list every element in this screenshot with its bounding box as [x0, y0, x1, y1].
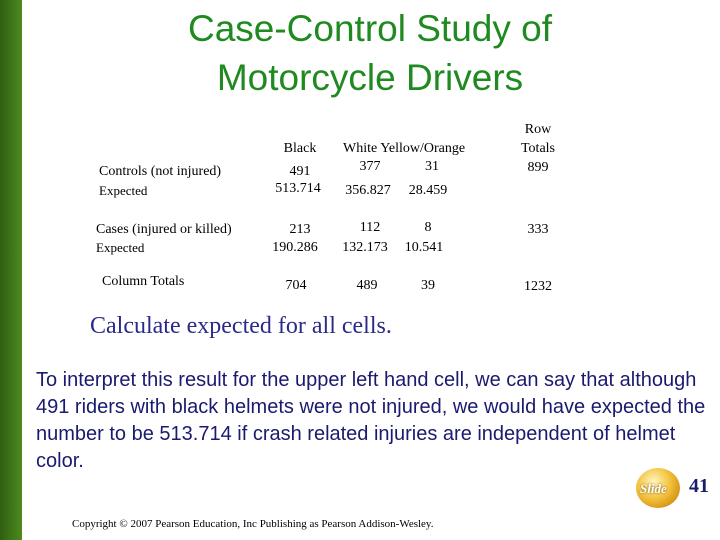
- row-expected-label-controls: Expected: [99, 183, 148, 198]
- cell-cases-white: 112: [359, 220, 381, 235]
- cell-cases-yellow-expected: 10.541: [404, 240, 444, 255]
- cell-total-yellow: 39: [421, 278, 435, 293]
- cell-controls-white: 377: [359, 159, 381, 174]
- header-white-yellow: White Yellow/Orange: [343, 141, 466, 156]
- row-label-column-totals: Column Totals: [102, 274, 185, 289]
- slide-title: [120, 4, 620, 102]
- header-black: Black: [283, 141, 317, 156]
- cell-cases-black: 213: [289, 222, 311, 237]
- instruction-text: Calculate expected for all cells.: [90, 313, 392, 339]
- row-label-controls: Controls (not injured): [99, 164, 222, 179]
- row-expected-label-cases: Expected: [96, 240, 145, 255]
- cell-controls-black-expected: 513.714: [275, 181, 321, 196]
- interpretation-paragraph: To interpret this result for the upper left hand cell, we can say that although 491 riders with black helmets were not injured, we would have expected the number to be 513.714 if crash related injuries are independent of helmet color.: [36, 369, 706, 472]
- cell-total-white: 489: [356, 278, 378, 293]
- cell-controls-total: 899: [527, 160, 549, 175]
- row-label-cases: Cases (injured or killed): [96, 222, 232, 237]
- cell-total-black: 704: [285, 278, 307, 293]
- header-row-totals-1: Row: [524, 122, 552, 137]
- cell-controls-white-expected: 356.827: [345, 183, 391, 198]
- header-row-totals-2: Totals: [520, 141, 555, 156]
- slide-label: Slide: [640, 481, 667, 496]
- slide-number: 41: [689, 475, 709, 497]
- cell-cases-yellow: 8: [424, 220, 432, 235]
- cell-cases-total: 333: [527, 222, 549, 237]
- left-accent-bar: [0, 0, 22, 540]
- cell-cases-white-expected: 132.173: [342, 240, 388, 255]
- cell-grand-total: 1232: [524, 279, 552, 294]
- cell-controls-yellow: 31: [425, 159, 439, 174]
- cell-controls-black: 491: [289, 164, 311, 179]
- cell-cases-black-expected: 190.286: [272, 240, 318, 255]
- title-line-1: Case-Control Study of: [187, 8, 552, 49]
- cell-controls-yellow-expected: 28.459: [408, 183, 448, 198]
- title-line-2: Motorcycle Drivers: [216, 57, 524, 98]
- copyright-footer: Copyright © 2007 Pearson Education, Inc Publishing as Pearson Addison-Wesley.: [72, 518, 434, 530]
